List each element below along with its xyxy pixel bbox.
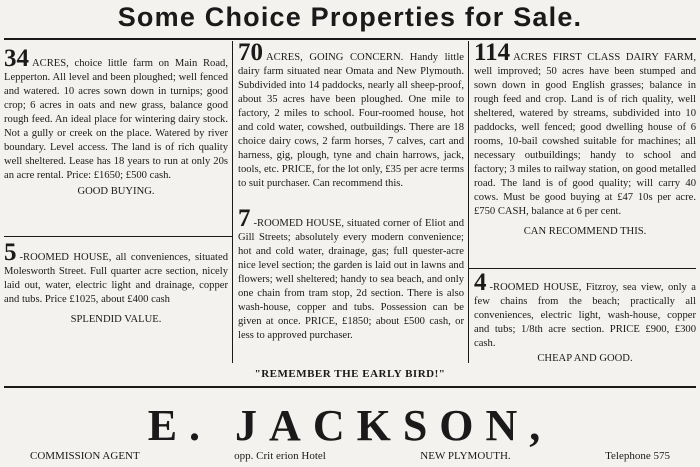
listing-tag: CHEAP AND GOOD. [537,353,633,364]
right-col-separator [469,268,696,269]
column-divider-right [468,41,469,363]
listing-4-roomed [474,269,696,366]
page-title: Some Choice Properties for Sale. [117,2,583,32]
agent-role: COMMISSION AGENT [30,450,140,462]
footer-rule [4,386,696,388]
listing-text: ACRES, choice little farm on Main Road, Lepperton. All level and been ploughed; well fenced and watered. 10 acres sown down in turnips; good crop; 6 acres in oats and new grass, balance good rough feed. An ideal place for wintering dairy stock. Not a gully or creek on the place. Watered by river boundary. Level access. The land is of rich quality well sheltered. Lease has 18 years to run at only 20s an acre rental. Price: £1650; £500 cash. [4,58,228,181]
listing-text: ACRES, GOING CONCERN. Handy little dairy farm situated near Omata and New Plymouth. Subdivided into 14 paddocks, nearly all sheep-proof, about 35 acres have been ploughed. One mile to factory, 2 miles to school. Four-roomed house, hot and cold water, cowshed, outbuildings. There are 18 choice dairy cows, 2 farm horses, 7 calves, cart and harness, gig, plough, tyne and chain harrows, jack, tools, etc. PRICE, for the lot only, £35 per acre terms to suit purchaser. Can recommend this. [238,52,464,189]
footer-details [30,450,670,462]
listing-70-acres [238,39,464,191]
agent-name: E. JACKSON, [147,401,553,450]
listing-7-roomed [238,205,464,343]
listing-5-roomed [4,239,228,327]
listing-number: 4 [474,269,487,296]
listing-number: 70 [238,39,263,66]
listing-number: 34 [4,45,29,72]
agent-town: NEW PLYMOUTH. [420,450,511,462]
left-col-separator [4,236,232,237]
column-divider-left [232,41,233,363]
listing-text: -ROOMED HOUSE, situated corner of Eliot and Gill Streets; absolutely every modern convenience; hot and cold water, drainage, gas; full quester-acre nice level section; the garden is laid out in lawns and flowers; well sheltered; handy to sea beach, and only one chain from tram stop, 2d section. There is also wash-house, copper and tubs. Possession can be given at once. PRICE, £1850; about £500 cash, or less to approved purchaser. [238,218,464,341]
listing-number: 114 [474,39,511,66]
listing-114-acres [474,39,696,239]
listing-text: -ROOMED HOUSE, all conveniences, situated Molesworth Street. Full quarter acre section, nicely laid out, water, electric light and drainage, copper and tubs. Price £1025, about £400 cash [4,252,228,305]
listing-tag: CAN RECOMMEND THIS. [523,226,647,237]
agent-phone: Telephone 575 [605,450,670,462]
agent-location: opp. Crit erion Hotel [234,450,326,462]
slogan: "REMEMBER THE EARLY BIRD!" [254,368,446,380]
listing-tag: SPLENDID VALUE. [70,314,162,325]
title-rule [4,38,696,40]
listing-number: 7 [238,205,251,232]
listing-34-acres [4,45,228,199]
listing-number: 5 [4,239,17,266]
listing-text: -ROOMED HOUSE, Fitzroy, sea view, only a few chains from the beach; practically all conveniences, electric light, wash-house, copper and tubs; 1/8th acre section. PRICE £900, £300 cash. [474,282,696,349]
listing-tag: GOOD BUYING. [77,186,155,197]
listing-text: ACRES FIRST CLASS DAIRY FARM, well improved; 50 acres have been stumped and sown down in good English grasses; balance in rough feed and crop. Land is of rich quality, well sheltered, watered by streams, subdivided into 10 paddocks, well fenced; good dwelling house of 6 rooms, 10-bail cowshed suitable for machines; all necessary outbuildings; handy to school and factory; 3 miles to railway station, on good metalled road. The land is of good quality; will carry 40 cows. Must be good buying at £47 10s per acre. £750 CASH, balance at 6 per cent. [474,52,696,217]
